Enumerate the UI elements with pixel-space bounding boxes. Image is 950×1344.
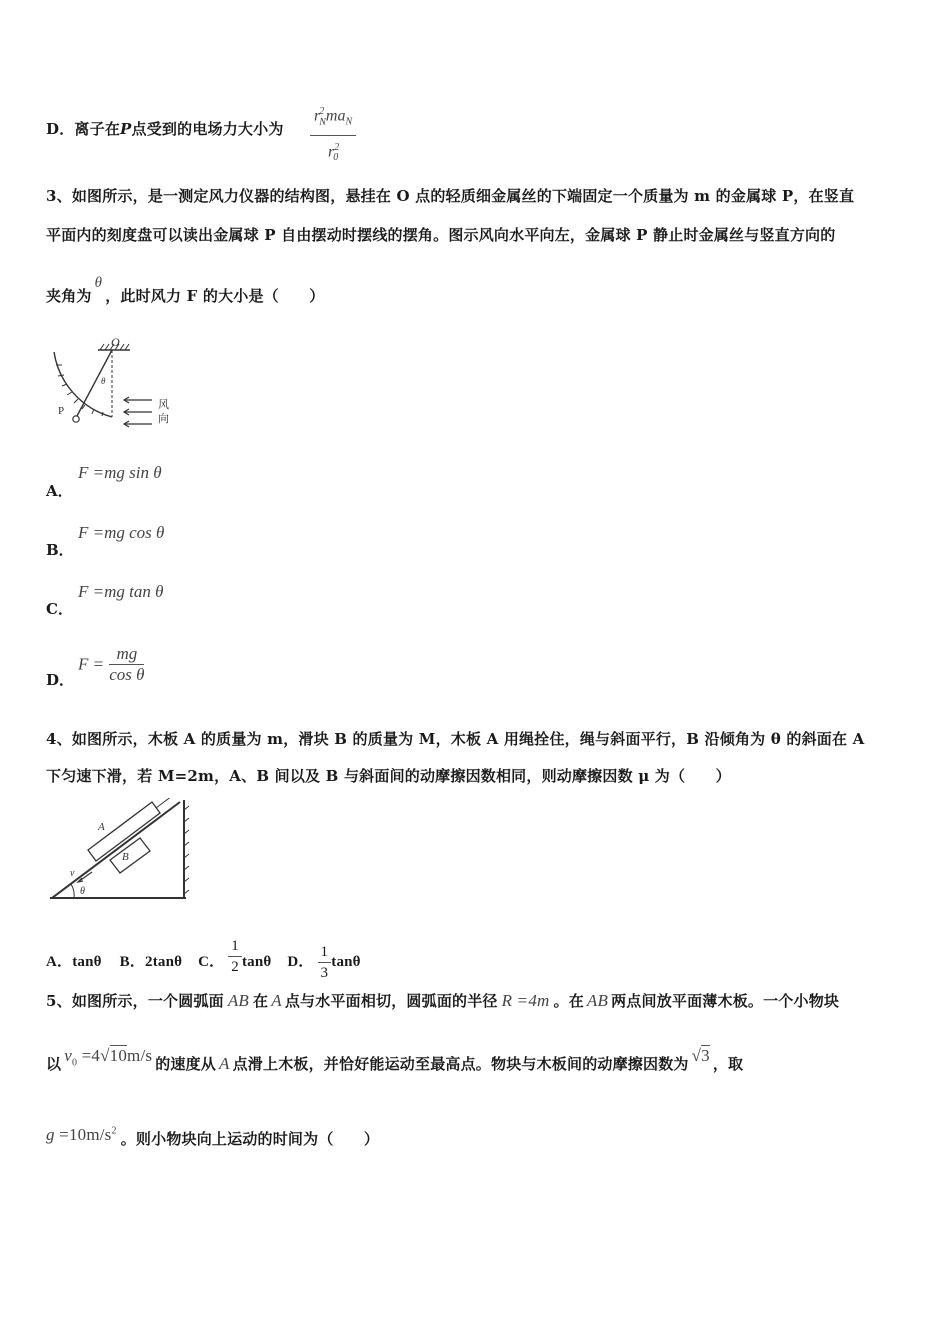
q5-g-formula bbox=[46, 1125, 117, 1144]
q5-v0-mid: =4 bbox=[77, 1046, 101, 1065]
q2-option-d-label: D． bbox=[46, 120, 75, 138]
q3-line-3a: 夹角为 bbox=[46, 287, 92, 305]
q3-fig-wind-1: 风 bbox=[158, 399, 169, 411]
q5-v0-v: v bbox=[64, 1046, 72, 1065]
q3-option-d-left: F = bbox=[78, 654, 105, 674]
q5-l3: 。则小物块向上运动的时间为（ ） bbox=[120, 1130, 380, 1148]
q3-line-3 bbox=[46, 275, 325, 306]
q5-r: R =4m bbox=[501, 991, 550, 1010]
q5-a: A bbox=[271, 991, 282, 1010]
q3-option-d-label[interactable]: D． bbox=[46, 671, 75, 689]
q5-g: g bbox=[46, 1125, 55, 1144]
q4-fig-a-label: A bbox=[98, 821, 105, 833]
q5-v0-sub: 0 bbox=[71, 1057, 78, 1069]
q5-l1-a: 5、如图所示，一个圆弧面 bbox=[46, 992, 224, 1010]
q5-l1-e: 两点间放平面薄木板。一个小物块 bbox=[611, 992, 840, 1010]
q2-den-sup: 2 bbox=[334, 141, 340, 153]
q3-line-2: 平面内的刻度盘可以读出金属球 P 自由摆动时摆线的摆角。图示风向水平向左，金属球 P 静止时金属丝与竖直方向的 bbox=[46, 226, 836, 244]
q5-l1-d: 。在 bbox=[553, 992, 584, 1010]
q2-fraction bbox=[310, 100, 356, 170]
q5-v0-rad: 10 bbox=[109, 1046, 128, 1065]
q5-g-sup: 2 bbox=[111, 1125, 117, 1137]
q2-option-d-text-before: 离子在 bbox=[74, 120, 121, 138]
q2-option-d bbox=[46, 118, 284, 139]
q3-option-c-formula: F =mg tan θ bbox=[78, 582, 164, 601]
q3-option-d-formula bbox=[78, 644, 144, 685]
q5-v0-unit: m/s bbox=[127, 1046, 153, 1065]
q2-option-d-text-after: 点受到的电场力大小为 bbox=[131, 120, 284, 138]
q4-option-d-label[interactable]: D． bbox=[287, 953, 314, 970]
q5-l1-b: 在 bbox=[253, 992, 269, 1010]
q3-line-3b: ，此时风力 F 的大小是（ ） bbox=[105, 287, 325, 305]
q3-option-d-num: mg bbox=[109, 644, 144, 665]
q4-fig-theta-label: θ bbox=[80, 886, 85, 897]
q2-den-sub: 0 bbox=[333, 152, 339, 164]
q5-v0-formula: $v_0 =4√10m/s$ bbox=[64, 1046, 153, 1069]
q4-options bbox=[46, 938, 361, 983]
q4-option-a[interactable]: A．tanθ bbox=[46, 953, 102, 970]
q2-num-rest-sub: N bbox=[345, 116, 353, 128]
q5-mu-rad: 3 bbox=[701, 1046, 710, 1065]
q4-option-d-fraction bbox=[318, 942, 332, 983]
q4-option-b[interactable]: B．2tanθ bbox=[119, 953, 183, 970]
q5-l2-a: 以 bbox=[46, 1055, 62, 1073]
q3-fig-o-label: O bbox=[111, 335, 120, 349]
q4-option-c-tail: tanθ bbox=[241, 953, 272, 970]
q2-num-r: r bbox=[314, 107, 321, 125]
q4-fig-v-label: v bbox=[70, 868, 75, 879]
q4-line-1: 4、如图所示，木板 A 的质量为 m，滑块 B 的质量为 M，木板 A 用绳拴住，绳与斜面平行，B 沿倾角为 θ 的斜面在 A bbox=[46, 730, 865, 748]
q5-line-1 bbox=[46, 990, 839, 1011]
q5-ab-2: AB bbox=[586, 991, 609, 1010]
q2-num-sub: N bbox=[319, 116, 326, 128]
q5-ab: AB bbox=[227, 991, 250, 1010]
q3-option-b-label[interactable]: B． bbox=[46, 541, 74, 559]
q4-option-c-label[interactable]: C． bbox=[198, 953, 225, 970]
q5-l2-c: 点滑上木板，并恰好能运动至最高点。物块与木板间的动摩擦因数为 bbox=[232, 1055, 689, 1073]
q5-l2-b: 的速度从 bbox=[155, 1055, 217, 1073]
q3-option-d-fraction bbox=[109, 644, 144, 685]
q3-option-a-formula: F =mg sin θ bbox=[78, 463, 162, 482]
q3-option-a-label[interactable]: A． bbox=[46, 482, 73, 500]
q4-figure bbox=[46, 798, 191, 904]
q2-point-p: P bbox=[120, 120, 132, 138]
q2-num-sup: 2 bbox=[319, 106, 325, 117]
q4-line-2: 下匀速下滑，若 M=2m，A、B 间以及 B 与斜面间的动摩擦因数相同，则动摩擦因数 μ 为（ ） bbox=[46, 767, 731, 785]
q3-figure bbox=[44, 332, 184, 432]
q3-option-c-label[interactable]: C． bbox=[46, 600, 73, 618]
q4-option-c-fraction bbox=[228, 936, 242, 977]
q3-fig-p-label: P bbox=[58, 405, 65, 417]
q3-fig-theta-label: θ bbox=[101, 376, 106, 386]
q5-g-mid: =10m/s bbox=[54, 1125, 112, 1144]
q4-option-c-den: 2 bbox=[231, 959, 239, 975]
q4-option-d-tail: tanθ bbox=[331, 953, 361, 970]
q5-a-2: A bbox=[219, 1054, 230, 1073]
q3-option-d-den: cos θ bbox=[109, 665, 145, 684]
q5-line-3 bbox=[46, 1125, 380, 1149]
q4-option-d-den: 3 bbox=[320, 965, 329, 981]
q3-fig-wind-2: 向 bbox=[158, 413, 169, 425]
q3-theta: θ bbox=[94, 275, 103, 291]
q3-option-b-formula: F =mg cos θ bbox=[78, 523, 165, 542]
q4-fig-b-label: B bbox=[122, 851, 129, 863]
q5-l2-d: ，取 bbox=[712, 1055, 744, 1073]
q5-mu: √3 bbox=[691, 1046, 710, 1065]
q2-num-rest: ma bbox=[325, 107, 346, 125]
q3-line-1: 3、如图所示，是一测定风力仪器的结构图，悬挂在 O 点的轻质细金属丝的下端固定一个质量为 m 的金属球 P，在竖直 bbox=[46, 187, 855, 205]
q4-option-c-num: 1 bbox=[228, 936, 242, 957]
q5-line-2 bbox=[46, 1046, 744, 1076]
q2-den-r: r bbox=[327, 142, 335, 160]
q5-l1-c: 点与水平面相切，圆弧面的半径 bbox=[284, 992, 498, 1010]
q4-option-d-num: 1 bbox=[318, 942, 332, 963]
